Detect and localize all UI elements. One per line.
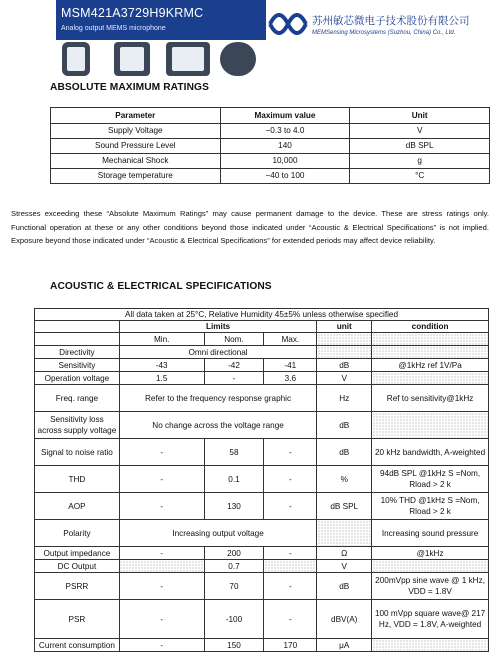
table-header-row (35, 321, 489, 333)
empty-cell (372, 639, 489, 652)
max-snr: - (264, 439, 317, 466)
unit-psrr: dB (317, 573, 372, 600)
col-min: Min. (119, 333, 204, 346)
param-impedance: Output impedance (35, 547, 120, 560)
abs-max-title: ABSOLUTE MAXIMUM RATINGS (50, 82, 209, 93)
empty-cell (372, 372, 489, 385)
unit-sensloss: dB (317, 412, 372, 439)
page-header (0, 0, 497, 92)
cell: −0.3 to 4.0 (220, 124, 350, 139)
empty-cell (317, 346, 372, 359)
laptop-icon (166, 42, 210, 76)
unit-aop: dB SPL (317, 493, 372, 520)
table-subheader-row (35, 333, 489, 346)
table-row (35, 573, 489, 600)
min-aop: - (119, 493, 204, 520)
param-snr: Signal to noise ratio (35, 439, 120, 466)
cell: °C (350, 169, 490, 184)
cond-psrr: 200mVpp sine wave @ 1 kHz, VDD = 1.8V (372, 573, 489, 600)
min-current: - (119, 639, 204, 652)
nom-snr: 58 (204, 439, 264, 466)
nom-dc: 0.7 (204, 560, 264, 573)
table-row (35, 372, 489, 385)
param-thd: THD (35, 466, 120, 493)
empty-cell (317, 520, 372, 547)
table-row (35, 547, 489, 560)
acoustic-title: ACOUSTIC & ELECTRICAL SPECIFICATIONS (50, 281, 272, 292)
empty-cell (372, 333, 489, 346)
min-thd: - (119, 466, 204, 493)
empty-cell (119, 560, 204, 573)
table-row (51, 169, 490, 184)
empty-cell (264, 560, 317, 573)
cell: dB SPL (350, 139, 490, 154)
cond-aop: 10% THD @1kHz S =Nom, Rload > 2 k (372, 493, 489, 520)
max-aop: - (264, 493, 317, 520)
min-sensitivity: -43 (119, 359, 204, 372)
table-row (35, 359, 489, 372)
param-psrr: PSRR (35, 573, 120, 600)
cond-impedance: @1kHz (372, 547, 489, 560)
table-row (35, 346, 489, 359)
cell: Mechanical Shock (51, 154, 221, 169)
table-row (35, 385, 489, 412)
param-sensitivity: Sensitivity (35, 359, 120, 372)
table-caption-row (35, 309, 489, 321)
cond-snr: 20 kHz bandwidth, A-weighted (372, 439, 489, 466)
value-polarity: Increasing output voltage (119, 520, 316, 547)
company-name-cn: 苏州敏芯微电子技术股份有限公司 (312, 15, 470, 27)
col-nom: Nom. (204, 333, 264, 346)
param-freq: Freq. range (35, 385, 120, 412)
min-snr: - (119, 439, 204, 466)
min-opv: 1.5 (119, 372, 204, 385)
cell: V (350, 124, 490, 139)
unit-dc: V (317, 560, 372, 573)
empty-cell (35, 321, 120, 333)
cond-freq: Ref to sensitivity@1kHz (372, 385, 489, 412)
table-header-row (51, 108, 490, 124)
col-unit: unit (317, 321, 372, 333)
max-opv: 3.6 (264, 372, 317, 385)
col-condition: condition (372, 321, 489, 333)
company-name-en: MEMSensing Microsystems (Suzhou, China) Co., Ltd. (312, 30, 456, 36)
unit-impedance: Ω (317, 547, 372, 560)
unit-opv: V (317, 372, 372, 385)
table-row (51, 139, 490, 154)
max-thd: - (264, 466, 317, 493)
col-max: Max. (264, 333, 317, 346)
max-sensitivity: -41 (264, 359, 317, 372)
nom-thd: 0.1 (204, 466, 264, 493)
param-sensloss: Sensitivity loss across supply voltage (35, 412, 120, 439)
param-polarity: Polarity (35, 520, 120, 547)
cell: g (350, 154, 490, 169)
nom-psr: -100 (204, 600, 264, 639)
cell: 10,000 (220, 154, 350, 169)
cell: Storage temperature (51, 169, 221, 184)
cond-thd: 94dB SPL @1kHz S =Nom, Rload > 2 k (372, 466, 489, 493)
part-number: MSM421A3729H9KRMC (61, 6, 204, 20)
cond-polarity: Increasing sound pressure (372, 520, 489, 547)
nom-psrr: 70 (204, 573, 264, 600)
min-psr: - (119, 600, 204, 639)
param-directivity: Directivity (35, 346, 120, 359)
cell: −40 to 100 (220, 169, 350, 184)
product-subtitle: Analog output MEMS microphone (61, 25, 166, 32)
unit-sensitivity: dB (317, 359, 372, 372)
value-freq: Refer to the frequency response graphic (119, 385, 316, 412)
table-row (35, 520, 489, 547)
empty-cell (35, 333, 120, 346)
table-row (35, 560, 489, 573)
value-sensloss: No change across the voltage range (119, 412, 316, 439)
table-row (51, 154, 490, 169)
param-psr: PSR (35, 600, 120, 639)
param-opv: Operation voltage (35, 372, 120, 385)
unit-thd: % (317, 466, 372, 493)
nom-opv: - (204, 372, 264, 385)
table-row (35, 412, 489, 439)
cell: Sound Pressure Level (51, 139, 221, 154)
max-psrr: - (264, 573, 317, 600)
empty-cell (372, 560, 489, 573)
unit-current: μA (317, 639, 372, 652)
tablet-icon (114, 42, 150, 76)
stress-notice: Stresses exceeding these “Absolute Maximum Ratings” may cause permanent damage to the device. These are stress ratings only. Functional operation at these or any other conditions beyond those indicated under “Acoustic & Electrical Specifications” is not implied. Exposure beyond those indicated under “Acoustic & Electrical Specifications” for extended periods may affect device reliability. (11, 209, 489, 246)
unit-psr: dBV(A) (317, 600, 372, 639)
max-psr: - (264, 600, 317, 639)
param-current: Current consumption (35, 639, 120, 652)
table-row (51, 124, 490, 139)
empty-cell (372, 412, 489, 439)
headset-icon (220, 42, 256, 76)
value-directivity: Omni directional (119, 346, 316, 359)
max-impedance: - (264, 547, 317, 560)
col-limits: Limits (119, 321, 316, 333)
cell: 140 (220, 139, 350, 154)
nom-current: 150 (204, 639, 264, 652)
table-row (35, 439, 489, 466)
col-unit: Unit (350, 108, 490, 124)
acoustic-spec-table (34, 308, 489, 652)
empty-cell (317, 333, 372, 346)
empty-cell (372, 346, 489, 359)
max-current: 170 (264, 639, 317, 652)
abs-max-table (50, 107, 490, 184)
table-caption: All data taken at 25°C, Relative Humidity 45±5% unless otherwise specified (35, 309, 489, 321)
nom-sensitivity: -42 (204, 359, 264, 372)
phone-icon (62, 42, 90, 76)
cell: Supply Voltage (51, 124, 221, 139)
param-aop: AOP (35, 493, 120, 520)
nom-impedance: 200 (204, 547, 264, 560)
min-impedance: - (119, 547, 204, 560)
cond-sensitivity: @1kHz ref 1V/Pa (372, 359, 489, 372)
cond-psr: 100 mVpp square wave@ 217 Hz, VDD = 1.8V, A-weighted (372, 600, 489, 639)
table-row (35, 639, 489, 652)
table-row (35, 493, 489, 520)
col-max-value: Maximum value (220, 108, 350, 124)
table-row (35, 600, 489, 639)
table-row (35, 466, 489, 493)
nom-aop: 130 (204, 493, 264, 520)
unit-snr: dB (317, 439, 372, 466)
unit-freq: Hz (317, 385, 372, 412)
min-psrr: - (119, 573, 204, 600)
param-dc: DC Output (35, 560, 120, 573)
col-parameter: Parameter (51, 108, 221, 124)
company-logo-icon (266, 10, 310, 38)
